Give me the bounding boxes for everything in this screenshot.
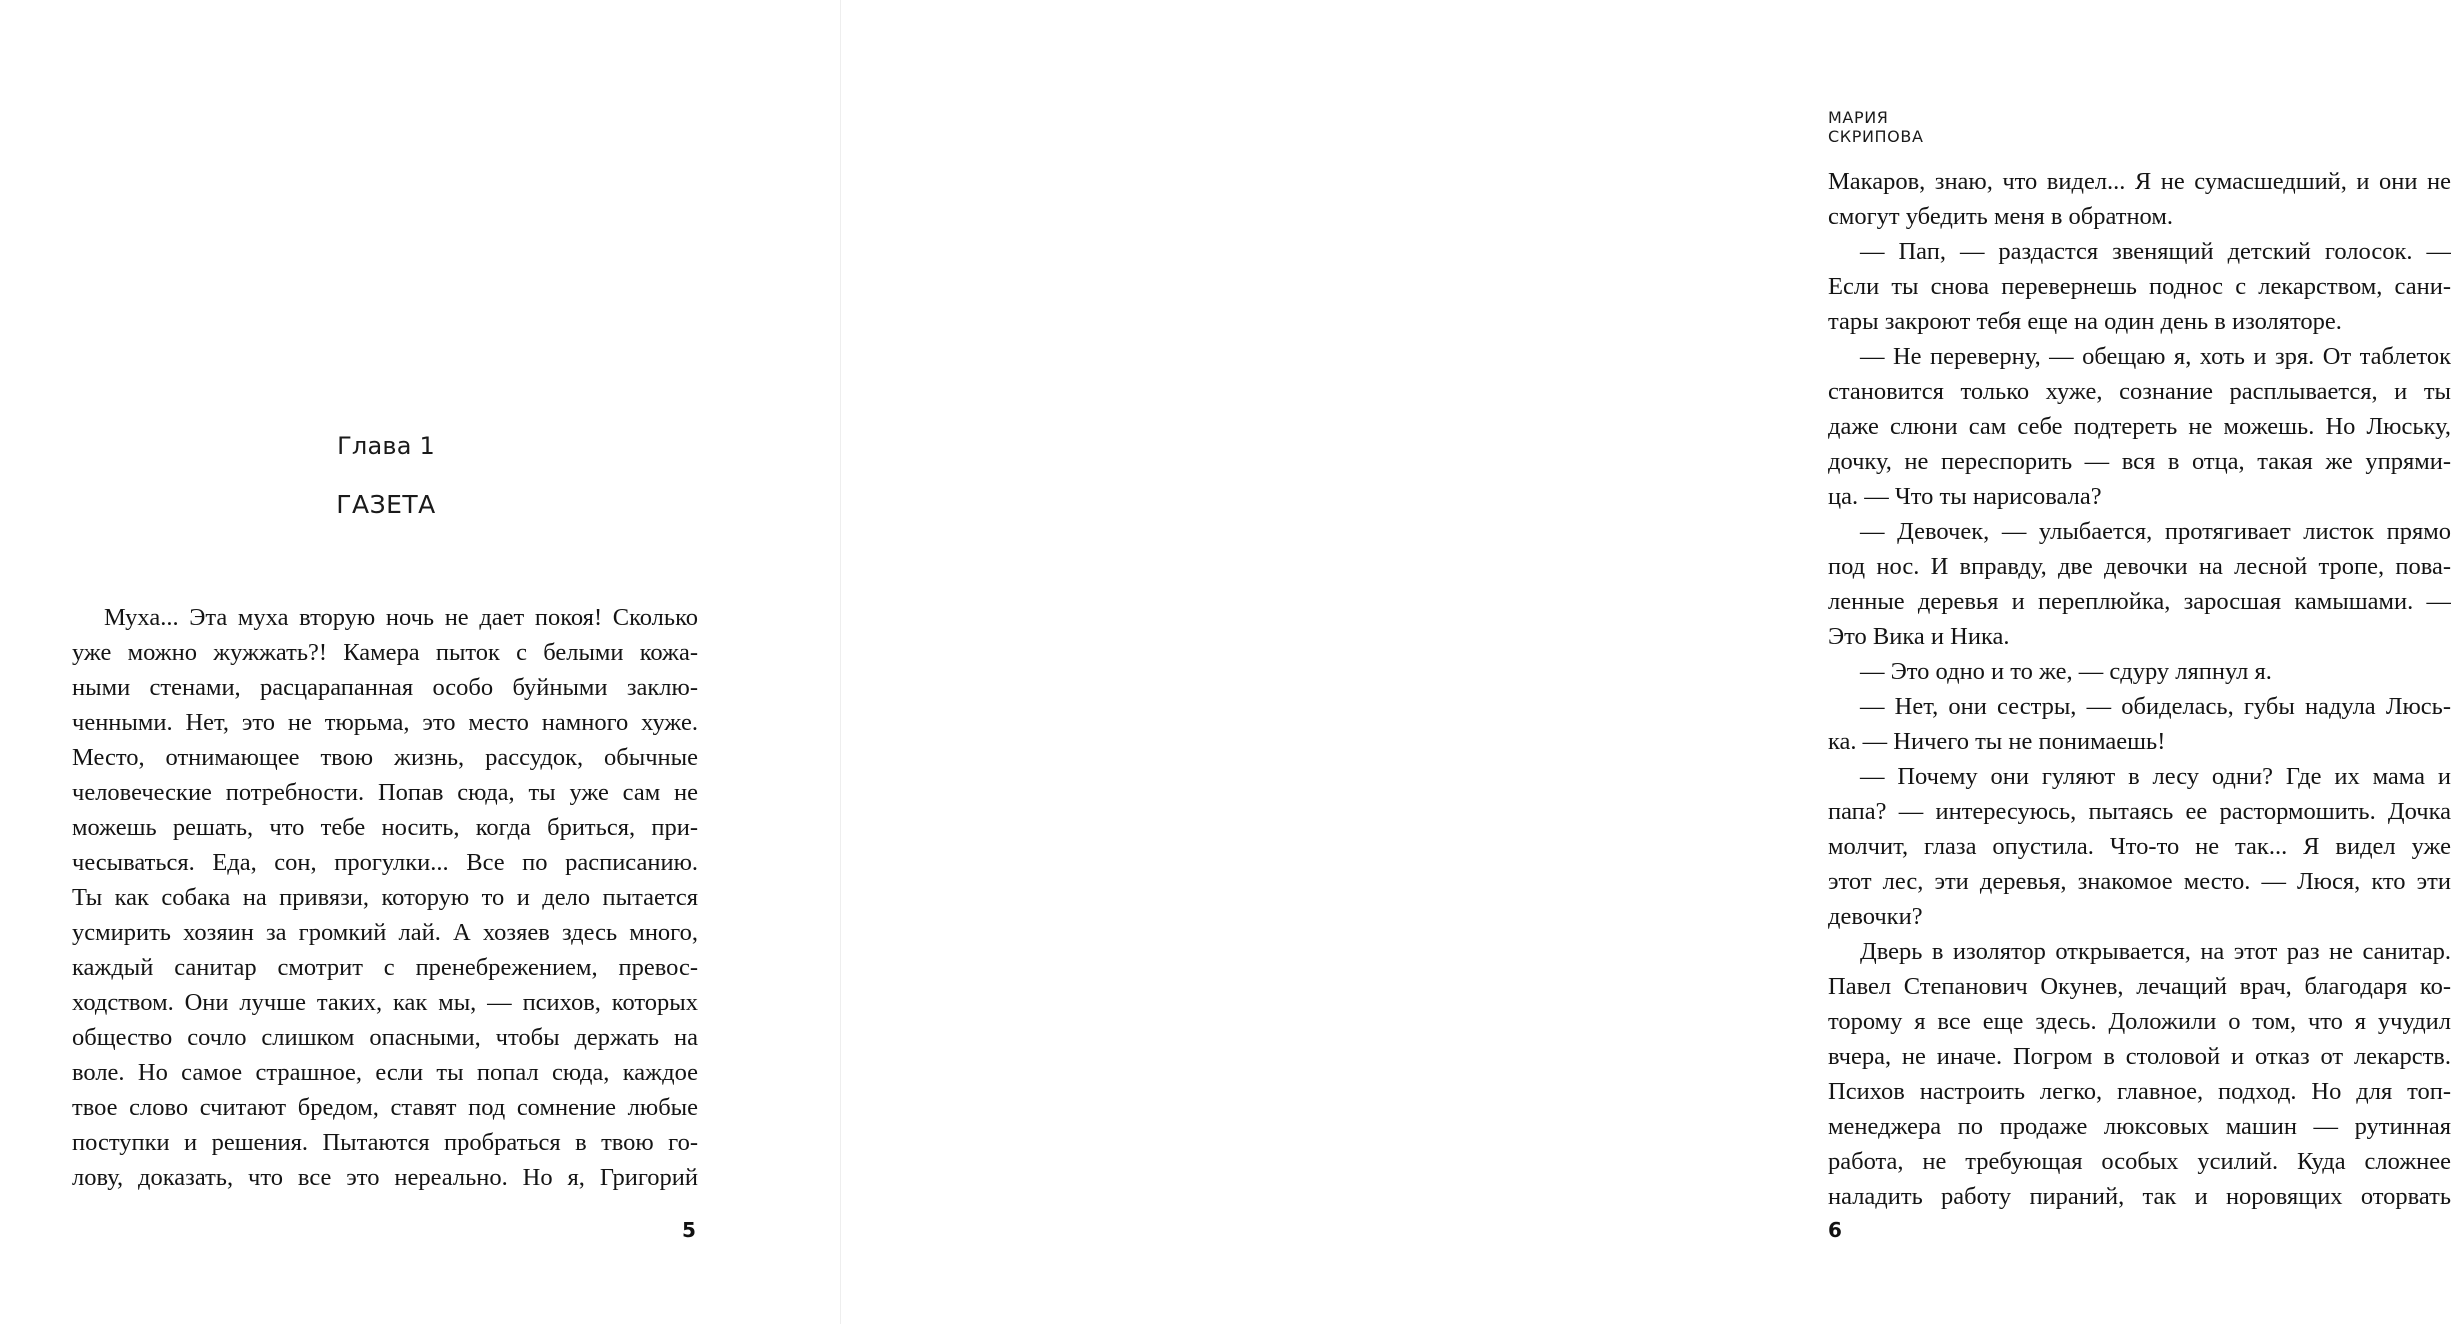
text-line: дочку, не переспорить — вся в отца, такая же упрями- [1828,448,2451,475]
text-line: вчера, не иначе. Погром в столовой и отказ от лекарств. [1828,1043,2451,1070]
chapter-number: Глава 1 [337,432,435,460]
text-line: молчит, глаза опустила. Что-то не так... Я видел уже [1828,833,2451,860]
text-line: ленные деревья и переплюйка, заросшая камышами. — [1828,588,2451,615]
text-line: тары закроют тебя еще на один день в изоляторе. [1828,308,2342,335]
text-line: твое слово считают бредом, ставят под сомнение любые [72,1094,698,1121]
text-line: Дверь в изолятор открывается, на этот раз не санитар. [1860,938,2451,965]
right-page [841,0,2451,1324]
text-line: уже можно жужжать?! Камера пыток с белыми кожа- [72,639,698,666]
text-line: наладить работу пираний, так и норовящих оторвать [1828,1183,2451,1210]
text-line: — Это одно и то же, — сдуру ляпнул я. [1860,658,2272,685]
text-line: Павел Степанович Окунев, лечащий врач, благодаря ко- [1828,973,2451,1000]
text-line: поступки и решения. Пытаются пробраться в твою го- [72,1129,698,1156]
text-line: Ты как собака на привязи, которую то и дело пытается [72,884,698,911]
text-line: становится только хуже, сознание расплывается, и ты [1828,378,2451,405]
text-line: папа? — интересуюсь, пытаясь ее растормошить. Дочка [1828,798,2451,825]
text-line: каждый санитар смотрит с пренебрежением, превос- [72,954,698,981]
page-number-left: 5 [682,1218,696,1242]
text-line: — Почему они гуляют в лесу одни? Где их мама и [1860,763,2451,790]
text-line: — Девочек, — улыбается, протягивает листок прямо [1860,518,2451,545]
text-line: — Нет, они сестры, — обиделась, губы надула Люсь- [1860,693,2451,720]
text-line: можешь решать, что тебе носить, когда бриться, при- [72,814,698,841]
text-line: ченными. Нет, это не тюрьма, это место намного хуже. [72,709,698,736]
chapter-title: ГАЗЕТА [336,490,436,519]
left-body-text [72,600,698,1195]
text-line: Муха... Эта муха вторую ночь не дает покоя! Сколько [104,604,698,631]
text-line: — Пап, — раздастся звенящий детский голосок. — [1860,238,2451,265]
text-line: чесываться. Еда, сон, прогулки... Все по расписанию. [72,849,698,876]
text-line: смогут убедить меня в обратном. [1828,203,2173,230]
text-line: воле. Но самое страшное, если ты попал сюда, каждое [72,1059,698,1086]
text-line: ными стенами, расцарапанная особо буйными заклю- [72,674,698,701]
running-head-author: МАРИЯ СКРИПОВА [1828,108,1924,146]
text-line: усмирить хозяин за громкий лай. А хозяев здесь много, [72,919,698,946]
left-page [0,0,840,1324]
text-line: работа, не требующая особых усилий. Куда сложнее [1828,1148,2451,1175]
text-line: этот лес, эти деревья, знакомое место. — Люся, кто эти [1828,868,2451,895]
text-line: Место, отнимающее твою жизнь, рассудок, обычные [72,744,698,771]
text-line: менеджера по продаже люксовых машин — рутинная [1828,1113,2451,1140]
text-line: ца. — Что ты нарисовала? [1828,483,2102,510]
text-line: общество сочло слишком опасными, чтобы держать на [72,1024,698,1051]
page-number-right: 6 [1828,1218,1842,1242]
text-line: даже слюни сам себе подтереть не можешь. Но Люську, [1828,413,2451,440]
text-line: Если ты снова перевернешь поднос с лекарством, сани- [1828,273,2451,300]
text-line: Психов настроить легко, главное, подход. Но для топ- [1828,1078,2451,1105]
text-line: ходством. Они лучше таких, как мы, — психов, которых [72,989,698,1016]
text-line: — Не переверну, — обещаю я, хоть и зря. От таблеток [1860,343,2451,370]
text-line: Макаров, знаю, что видел... Я не сумасшедший, и они не [1828,168,2451,195]
text-line: лову, доказать, что все это нереально. Но я, Григорий [72,1164,698,1191]
text-line: ка. — Ничего ты не понимаешь! [1828,728,2166,755]
text-line: Это Вика и Ника. [1828,623,2010,650]
text-line: человеческие потребности. Попав сюда, ты уже сам не [72,779,698,806]
text-line: торому я все еще здесь. Доложили о том, что я учудил [1828,1008,2451,1035]
text-line: девочки? [1828,903,1923,930]
right-body-text [1828,164,2451,1214]
text-line: под нос. И вправду, две девочки на лесной тропе, пова- [1828,553,2451,580]
